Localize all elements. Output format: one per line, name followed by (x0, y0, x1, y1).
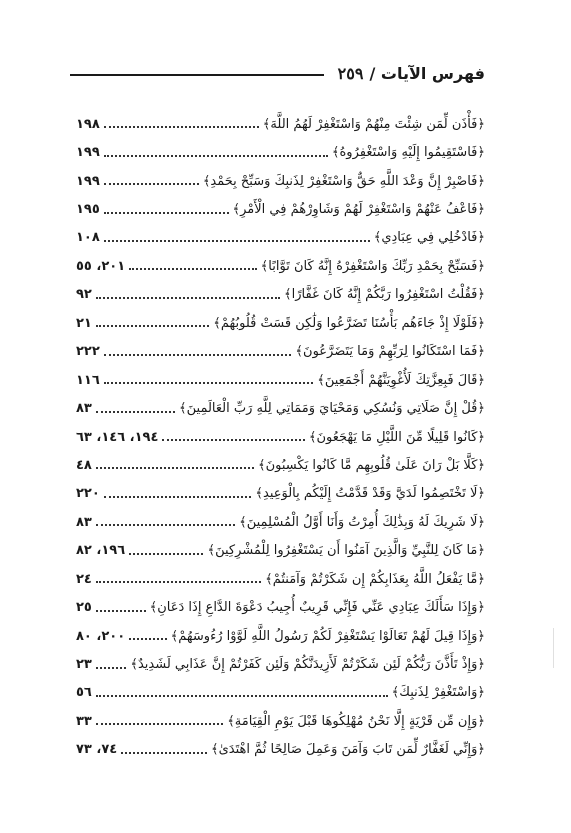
page-references: ٩٢ (76, 287, 92, 303)
index-entry (76, 110, 485, 138)
index-entry (76, 622, 485, 650)
verse-text: ﴿فَقُلْتُ اسْتَغْفِرُوا رَبَّكُمْ إِنَّهُ كَانَ غَفَّارًا﴾ (284, 287, 485, 303)
index-entry (76, 138, 485, 166)
verse-index-list (76, 110, 485, 764)
index-entry (76, 167, 485, 195)
dot-leader (162, 439, 304, 441)
page-references: ٤٨ (76, 457, 92, 473)
index-entry (76, 366, 485, 394)
page-references: ٢٠١، ٥٥ (76, 258, 126, 274)
verse-text: ﴿قُلْ إِنَّ صَلَاتِي وَنُسُكِي وَمَحْيَايَ وَمَمَاتِي لِلَّهِ رَبِّ الْعَالَمِينَ﴾ (179, 401, 485, 417)
verse-text: ﴿فَادْخُلِي فِي عِبَادِي﴾ (373, 230, 485, 246)
dot-leader (104, 183, 199, 185)
verse-text: ﴿فَاصْبِرْ إِنَّ وَعْدَ اللَّهِ حَقٌّ وَاسْتَغْفِرْ لِذَنبِكَ وَسَبِّحْ بِحَمْدِ﴾ (202, 173, 485, 189)
dot-leader (96, 325, 209, 327)
page-references: ٢٤ (76, 571, 92, 587)
page-references: ٣٣ (76, 713, 92, 729)
index-entry (76, 252, 485, 280)
verse-text: ﴿فَاسْتَقِيمُوا إِلَيْهِ وَاسْتَغْفِرُوهُ﴾ (331, 145, 485, 161)
page-references: ٨٣ (76, 401, 92, 417)
index-entry (76, 508, 485, 536)
verse-text: ﴿لَا شَرِيكَ لَهُ وَبِذَٰلِكَ أُمِرْتُ وَأَنَا أَوَّلُ الْمُسْلِمِينَ﴾ (239, 514, 485, 530)
verse-text: ﴿قَالَ فَبِعِزَّتِكَ لَأُغْوِيَنَّهُمْ أَجْمَعِينَ﴾ (317, 372, 485, 388)
page-references: ٢٢٢ (76, 344, 100, 360)
index-entry (76, 650, 485, 678)
dot-leader (129, 553, 203, 555)
dot-leader (104, 240, 370, 242)
index-entry (76, 195, 485, 223)
page-references: ٢٠٠، ٨٠ (76, 628, 126, 644)
verse-text: ﴿فَمَا اسْتَكَانُوا لِرَبِّهِمْ وَمَا يَتَضَرَّعُونَ﴾ (295, 344, 485, 360)
dot-leader (104, 496, 252, 498)
dot-leader (104, 126, 259, 128)
dot-leader (121, 752, 207, 754)
index-entry (76, 565, 485, 593)
dot-leader (96, 524, 235, 526)
page-header (70, 62, 485, 84)
page-references: ١١٦ (76, 372, 100, 388)
index-entry (76, 394, 485, 422)
page-references: ٢٥ (76, 600, 92, 616)
index-entry (76, 707, 485, 735)
verse-text: ﴿مَّا يَفْعَلُ اللَّهُ بِعَذَابِكُمْ إِن شَكَرْتُمْ وَآمَنتُمْ﴾ (265, 571, 485, 587)
verse-text: ﴿مَا كَانَ لِلنَّبِيِّ وَالَّذِينَ آمَنُوا أَن يَسْتَغْفِرُوا لِلْمُشْرِكِينَ﴾ (207, 543, 485, 559)
dot-leader (129, 268, 257, 270)
index-entry (76, 679, 485, 707)
page-references: ٢٣ (76, 657, 92, 673)
header-rule (70, 74, 324, 76)
page-references: ١٩٨ (76, 116, 100, 132)
dot-leader (96, 411, 175, 413)
dot-leader (96, 467, 254, 469)
page-references: ٢٢٠ (76, 486, 100, 502)
running-title: فهرس الآيات / (369, 63, 485, 83)
dot-leader (104, 354, 292, 356)
dot-leader (129, 638, 167, 640)
page-references: ١٩٦، ٨٢ (76, 543, 126, 559)
verse-text: ﴿كَانُوا قَلِيلًا مِّنَ اللَّيْلِ مَا يَهْجَعُونَ﴾ (308, 429, 485, 445)
page-references: ١٩٩ (76, 173, 100, 189)
margin-mark (553, 628, 554, 668)
dot-leader (104, 382, 313, 384)
dot-leader (96, 695, 388, 697)
verse-text: ﴿وَاسْتَغْفِرْ لِذَنبِكَ﴾ (391, 685, 485, 701)
index-entry (76, 338, 485, 366)
page-references: ٧٤، ٧٣ (76, 742, 118, 758)
dot-leader (96, 723, 223, 725)
index-entry (76, 736, 485, 764)
dot-leader (104, 155, 328, 157)
page-references: ١٩٩ (76, 145, 100, 161)
verse-text: ﴿لَا تَخْتَصِمُوا لَدَيَّ وَقَدْ قَدَّمْتُ إِلَيْكُم بِالْوَعِيدِ﴾ (255, 486, 485, 502)
page-references: ١٠٨ (76, 230, 100, 246)
index-entry (76, 281, 485, 309)
verse-text: ﴿فَاعْفُ عَنْهُمْ وَاسْتَغْفِرْ لَهُمْ وَشَاوِرْهُمْ فِي الْأَمْرِ﴾ (232, 202, 485, 218)
dot-leader (96, 610, 146, 612)
index-entry (76, 451, 485, 479)
verse-text: ﴿وَإِذْ تَأَذَّنَ رَبُّكُمْ لَئِن شَكَرْتُمْ لَأَزِيدَنَّكُمْ وَلَئِن كَفَرْتُمْ إِنَّ عَذَابِي لَشَدِيدٌ﴾ (130, 657, 485, 673)
verse-text: ﴿وَإِنِّي لَغَفَّارٌ لِّمَن تَابَ وَآمَنَ وَعَمِلَ صَالِحًا ثُمَّ اهْتَدَىٰ﴾ (211, 742, 485, 758)
verse-text: ﴿كَلَّا بَلْ رَانَ عَلَىٰ قُلُوبِهِم مَّا كَانُوا يَكْسِبُونَ﴾ (258, 457, 485, 473)
dot-leader (96, 581, 261, 583)
page-references: ٥٦ (76, 685, 92, 701)
index-entry (76, 537, 485, 565)
index-entry (76, 423, 485, 451)
verse-text: ﴿وَإِن مِّن قَرْيَةٍ إِلَّا نَحْنُ مُهْلِكُوهَا قَبْلَ يَوْمِ الْقِيَامَةِ﴾ (227, 713, 485, 729)
index-entry (76, 224, 485, 252)
verse-text: ﴿فَسَبِّحْ بِحَمْدِ رَبِّكَ وَاسْتَغْفِرْهُ إِنَّهُ كَانَ تَوَّابًا﴾ (260, 258, 485, 274)
page-references: ١٩٥ (76, 202, 100, 218)
verse-text: ﴿فَأْذَن لِّمَن شِئْتَ مِنْهُمْ وَاسْتَغْفِرْ لَهُمُ اللَّهَ﴾ (262, 116, 485, 132)
page-references: ٨٣ (76, 514, 92, 530)
page-references: ١٩٤، ١٤٦، ٦٣ (76, 429, 159, 445)
dot-leader (96, 297, 280, 299)
page-references: ٢١ (76, 315, 92, 331)
verse-text: ﴿وَإِذَا قِيلَ لَهُمْ تَعَالَوْا يَسْتَغْفِرْ لَكُمْ رَسُولُ اللَّهِ لَوَّوْا رُءُوسَهُمْ﴾ (170, 628, 485, 644)
page-number: ٢٥٩ (337, 63, 364, 83)
verse-text: ﴿فَلَوْلَا إِذْ جَاءَهُم بَأْسُنَا تَضَرَّعُوا وَلَٰكِن قَسَتْ قُلُوبُهُمْ﴾ (213, 315, 485, 331)
verse-text: ﴿وَإِذَا سَأَلَكَ عِبَادِي عَنِّي فَإِنِّي قَرِيبٌ أُجِيبُ دَعْوَةَ الدَّاعِ إِذَا دَعَانِ﴾ (149, 600, 485, 616)
index-entry (76, 593, 485, 621)
dot-leader (96, 667, 126, 669)
dot-leader (104, 212, 229, 214)
index-entry (76, 480, 485, 508)
index-entry (76, 309, 485, 337)
